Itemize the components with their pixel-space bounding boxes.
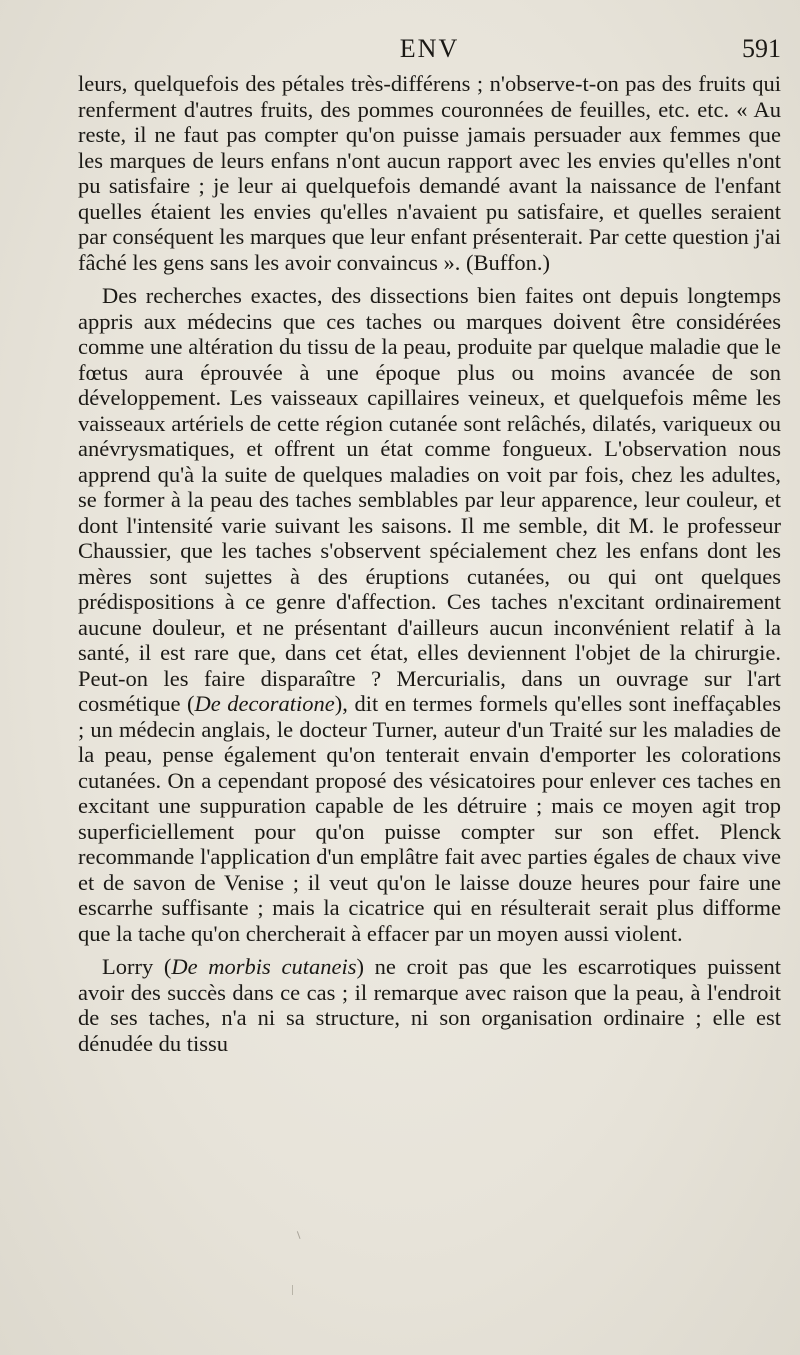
- paragraph-2-text-b: ), dit en termes formels qu'elles sont ineffaçables ; un médecin anglais, le docteur Turner, auteur d'un Traité sur les maladies de la peau, pense également qu'on tenterait envain d'emporter les colorations cutanées. On a cependant proposé des vésicatoires pour enlever ces taches en excitant une suppuration capable de les détruire ; mais ce moyen agit trop superficiellement pour qu'on puisse compter sur son effet. Plenck recommande l'application d'un emplâtre fait avec parties égales de chaux vive et de savon de Venise ; il veut qu'on le laisse douze heures pour faire une escarrhe suffisante ; mais la cicatrice qui en résulterait serait plus difforme que la tache qu'on chercherait à effacer par un moyen aussi violent.: [78, 691, 781, 946]
- paper-mark: [292, 1285, 293, 1295]
- page-header: [78, 34, 781, 70]
- paper-mark: [297, 1229, 306, 1239]
- page-number: 591: [742, 34, 781, 63]
- body-text: [78, 71, 781, 1056]
- italic-title-de-morbis-cutaneis: De morbis cutaneis: [171, 954, 357, 979]
- paragraph-3: [78, 954, 781, 1056]
- paragraph-2: [78, 283, 781, 946]
- running-head: ENV: [399, 34, 460, 63]
- paragraph-3-text-b: ) ne croit pas que les escarrotiques puissent avoir des succès dans ce cas ; il remarque avec raison que la peau, à l'endroit de ses taches, n'a ni sa structure, ni son organisation ordinaire ; elle est dénudée du tissu: [78, 954, 781, 1056]
- italic-title-de-decoratione: De decoratione: [194, 691, 335, 716]
- paragraph-3-text-a: Lorry (: [102, 954, 172, 979]
- paragraph-2-text-a: Des recherches exactes, des dissections bien faites ont depuis longtemps appris aux médecins que ces taches ou marques doivent être considérées comme une altération du tissu de la peau, produite par quelque maladie que le fœtus aura éprouvée à une époque plus ou moins avancée de son développement. Les vaisseaux capillaires veineux, et quelquefois même les vaisseaux artériels de cette région cutanée sont relâchés, dilatés, variqueux ou anévrysmatiques, et offrent un état comme fongueux. L'observation nous apprend qu'à la suite de quelques maladies on voit par fois, chez les adultes, se former à la peau des taches semblables par leur apparence, leur couleur, et dont l'intensité varie suivant les saisons. Il me semble, dit M. le professeur Chaussier, que les taches s'observent spécialement chez les enfans dont les mères sont sujettes à des éruptions cutanées, ou qui ont quelques prédispositions à ce genre d'affection. Ces taches n'excitant ordinairement aucune douleur, et ne présentant d'ailleurs aucun inconvénient relatif à la santé, il est rare que, dans cet état, elles deviennent l'objet de la chirurgie. Peut-on les faire disparaître ? Mercurialis, dans un ouvrage sur l'art cosmétique (: [78, 283, 781, 716]
- paragraph-1: leurs, quelquefois des pétales très-différens ; n'observe-t-on pas des fruits qui renferment d'autres fruits, des pommes couronnées de feuilles, etc. etc. « Au reste, il ne faut pas compter qu'on puisse jamais persuader aux femmes que les marques de leurs enfans n'ont aucun rapport avec les envies qu'elles n'ont pu satisfaire ; je leur ai quelquefois demandé avant la naissance de l'enfant quelles étaient les envies qu'elles n'avaient pu satisfaire, et quelles seraient par conséquent les marques que leur enfant présenterait. Par cette question j'ai fâché les gens sans les avoir convaincus ». (Buffon.): [78, 71, 781, 275]
